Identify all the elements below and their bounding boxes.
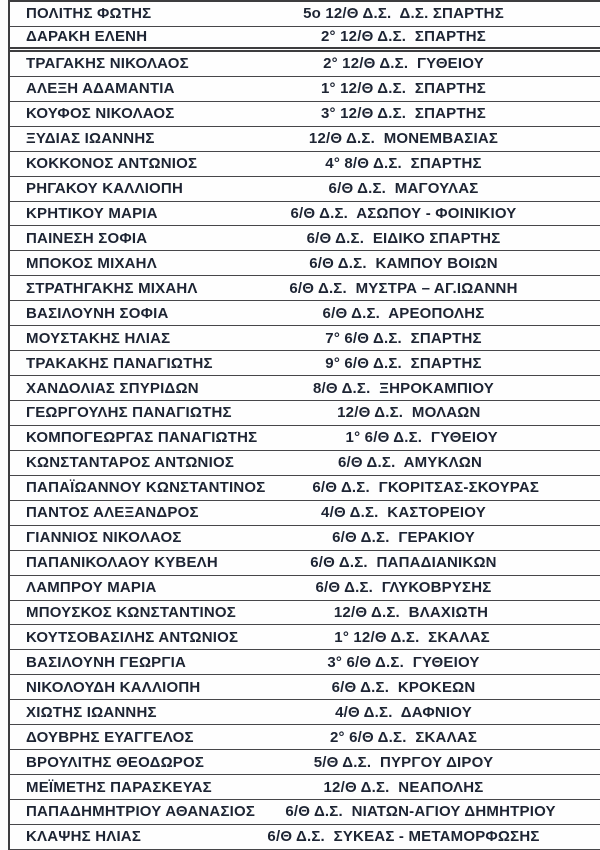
- school-assignment: 6/Θ Δ.Σ. ΠΑΠΑΔΙΑΝΙΚΩΝ: [310, 554, 497, 572]
- teacher-name: ΒΡΟΥΛΙΤΗΣ ΘΕΟΔΩΡΟΣ: [26, 753, 205, 771]
- table-row: [10, 526, 600, 551]
- table-row: [10, 401, 600, 426]
- school-assignment: 5/Θ Δ.Σ. ΠΥΡΓΟΥ ΔΙΡΟΥ: [313, 753, 494, 771]
- assignments-table: [8, 0, 600, 850]
- school-assignment: 4/Θ Δ.Σ. ΚΑΣΤΟΡΕΙΟΥ: [321, 504, 486, 522]
- teacher-name: ΣΤΡΑΤΗΓΑΚΗΣ ΜΙΧΑΗΛ: [26, 279, 198, 297]
- teacher-name: ΠΑΙΝΕΣΗ ΣΟΦΙΑ: [26, 229, 148, 247]
- school-assignment: 12/Θ Δ.Σ. ΝΕΑΠΟΛΗΣ: [323, 778, 484, 796]
- table-row: [10, 27, 600, 52]
- table-row: [10, 301, 600, 326]
- teacher-name: ΜΟΥΣΤΑΚΗΣ ΗΛΙΑΣ: [26, 329, 171, 347]
- teacher-name: ΓΕΩΡΓΟΥΛΗΣ ΠΑΝΑΓΙΩΤΗΣ: [26, 404, 232, 422]
- school-assignment: 6/Θ Δ.Σ. ΑΡΕΟΠΟΛΗΣ: [322, 304, 485, 322]
- school-assignment: 6/Θ Δ.Σ. ΚΡΟΚΕΩΝ: [331, 678, 476, 696]
- teacher-name: ΔΑΡΑΚΗ ΕΛΕΝΗ: [26, 28, 148, 46]
- school-assignment: 6/Θ Δ.Σ. ΓΕΡΑΚΙΟΥ: [332, 529, 475, 547]
- school-assignment: 2° 6/Θ Δ.Σ. ΣΚΑΛΑΣ: [329, 728, 478, 746]
- table-row: [10, 700, 600, 725]
- teacher-name: ΧΑΝΔΟΛΙΑΣ ΣΠΥΡΙΔΩΝ: [26, 379, 199, 397]
- teacher-name: ΒΑΣΙΛΟΥΝΗ ΣΟΦΙΑ: [26, 304, 169, 322]
- school-assignment: 6/Θ Δ.Σ. ΝΙΑΤΩΝ-ΑΓΙΟΥ ΔΗΜΗΤΡΙΟΥ: [285, 803, 556, 821]
- teacher-name: ΓΙΑΝΝΙΟΣ ΝΙΚΟΛΑΟΣ: [26, 529, 182, 547]
- table-row: [10, 152, 600, 177]
- school-assignment: 3° 12/Θ Δ.Σ. ΣΠΑΡΤΗΣ: [321, 105, 486, 123]
- table-row: [10, 650, 600, 675]
- school-assignment: 2° 12/Θ Δ.Σ. ΓΥΘΕΙΟΥ: [323, 55, 484, 73]
- school-assignment: 5ο 12/Θ Δ.Σ. Δ.Σ. ΣΠΑΡΤΗΣ: [303, 5, 504, 23]
- table-row: [10, 675, 600, 700]
- teacher-name: ΞΥΔΙΑΣ ΙΩΑΝΝΗΣ: [26, 130, 155, 148]
- school-assignment: 6/Θ Δ.Σ. ΜΥΣΤΡΑ – ΑΓ.ΙΩΑΝΝΗ: [289, 279, 518, 297]
- teacher-name: ΚΟΚΚΟΝΟΣ ΑΝΤΩΝΙΟΣ: [26, 155, 198, 173]
- teacher-name: ΚΩΝΣΤΑΝΤΑΡΟΣ ΑΝΤΩΝΙΟΣ: [26, 454, 235, 472]
- table-row: [10, 2, 600, 27]
- school-assignment: 6/Θ Δ.Σ. ΓΚΟΡΙΤΣΑΣ-ΣΚΟΥΡΑΣ: [312, 479, 540, 497]
- table-row: [10, 775, 600, 800]
- teacher-name: ΒΑΣΙΛΟΥΝΗ ΓΕΩΡΓΙΑ: [26, 653, 186, 671]
- teacher-name: ΚΟΜΠΟΓΕΩΡΓΑΣ ΠΑΝΑΓΙΩΤΗΣ: [26, 429, 258, 447]
- school-assignment: 12/Θ Δ.Σ. ΒΛΑΧΙΩΤΗ: [333, 603, 489, 621]
- table-row: [10, 226, 600, 251]
- school-assignment: 3° 6/Θ Δ.Σ. ΓΥΘΕΙΟΥ: [327, 653, 480, 671]
- teacher-name: ΑΛΕΞΗ ΑΔΑΜΑΝΤΙΑ: [26, 80, 175, 98]
- table-row: [10, 202, 600, 227]
- table-row: [10, 376, 600, 401]
- school-assignment: 1° 12/Θ Δ.Σ. ΣΚΑΛΑΣ: [334, 628, 490, 646]
- teacher-name: ΤΡΑΚΑΚΗΣ ΠΑΝΑΓΙΩΤΗΣ: [26, 354, 213, 372]
- school-assignment: 7° 6/Θ Δ.Σ. ΣΠΑΡΤΗΣ: [325, 329, 482, 347]
- school-assignment: 6/Θ Δ.Σ. ΕΙΔΙΚΟ ΣΠΑΡΤΗΣ: [306, 229, 501, 247]
- school-assignment: 8/Θ Δ.Σ. ΞΗΡΟΚΑΜΠΙΟΥ: [312, 379, 494, 397]
- table-row: [10, 77, 600, 102]
- table-row: [10, 800, 600, 825]
- teacher-name: ΔΟΥΒΡΗΣ ΕΥΑΓΓΕΛΟΣ: [26, 728, 194, 746]
- table-row: [10, 476, 600, 501]
- table-row: [10, 725, 600, 750]
- teacher-name: ΝΙΚΟΛΟΥΔΗ ΚΑΛΛΙΟΠΗ: [26, 678, 201, 696]
- table-row: [10, 551, 600, 576]
- teacher-name: ΛΑΜΠΡΟΥ ΜΑΡΙΑ: [26, 579, 157, 597]
- teacher-name: ΚΛΑΨΗΣ ΗΛΙΑΣ: [26, 828, 142, 846]
- table-row: [10, 750, 600, 775]
- school-assignment: 12/Θ Δ.Σ. ΜΟΛΑΩΝ: [337, 404, 481, 422]
- school-assignment: 1° 12/Θ Δ.Σ. ΣΠΑΡΤΗΣ: [321, 80, 486, 98]
- school-assignment: 1° 6/Θ Δ.Σ. ΓΥΘΕΙΟΥ: [345, 429, 498, 447]
- table-row: [10, 451, 600, 476]
- teacher-name: ΜΠΟΚΟΣ ΜΙΧΑΗΛ: [26, 254, 157, 272]
- school-assignment: 2° 12/Θ Δ.Σ. ΣΠΑΡΤΗΣ: [321, 28, 486, 46]
- table-row: [10, 501, 600, 526]
- school-assignment: 6/Θ Δ.Σ. ΜΑΓΟΥΛΑΣ: [328, 180, 479, 198]
- teacher-name: ΤΡΑΓΑΚΗΣ ΝΙΚΟΛΑΟΣ: [26, 55, 189, 73]
- school-assignment: 6/Θ Δ.Σ. ΣΥΚΕΑΣ - ΜΕΤΑΜΟΡΦΩΣΗΣ: [267, 828, 540, 846]
- teacher-name: ΧΙΩΤΗΣ ΙΩΑΝΝΗΣ: [26, 703, 157, 721]
- table-row: [10, 127, 600, 152]
- teacher-name: ΠΑΠΑΪΩΑΝΝΟΥ ΚΩΝΣΤΑΝΤΙΝΟΣ: [26, 479, 266, 497]
- teacher-name: ΡΗΓΑΚΟΥ ΚΑΛΛΙΟΠΗ: [26, 180, 183, 198]
- table-row: [10, 426, 600, 451]
- school-assignment: 12/Θ Δ.Σ. ΜΟΝΕΜΒΑΣΙΑΣ: [308, 130, 499, 148]
- teacher-name: ΚΡΗΤΙΚΟΥ ΜΑΡΙΑ: [26, 204, 158, 222]
- school-assignment: 6/Θ Δ.Σ. ΓΛΥΚΟΒΡΥΣΗΣ: [315, 579, 492, 597]
- teacher-name: ΚΟΥΦΟΣ ΝΙΚΟΛΑΟΣ: [26, 105, 175, 123]
- table-row: [10, 825, 600, 850]
- table-row: [10, 177, 600, 202]
- teacher-name: ΠΑΠΑΝΙΚΟΛΑΟΥ ΚΥΒΕΛΗ: [26, 554, 218, 572]
- school-assignment: 4/Θ Δ.Σ. ΔΑΦΝΙΟΥ: [335, 703, 472, 721]
- table-row: [10, 52, 600, 77]
- teacher-name: ΜΠΟΥΣΚΟΣ ΚΩΝΣΤΑΝΤΙΝΟΣ: [26, 603, 237, 621]
- table-row: [10, 251, 600, 276]
- teacher-name: ΠΟΛΙΤΗΣ ΦΩΤΗΣ: [26, 5, 152, 23]
- school-assignment: 9° 6/Θ Δ.Σ. ΣΠΑΡΤΗΣ: [325, 354, 482, 372]
- teacher-name: ΚΟΥΤΣΟΒΑΣΙΛΗΣ ΑΝΤΩΝΙΟΣ: [26, 628, 239, 646]
- school-assignment: 6/Θ Δ.Σ. ΑΣΩΠΟΥ - ΦΟΙΝΙΚΙΟΥ: [290, 204, 517, 222]
- school-assignment: 6/Θ Δ.Σ. ΑΜΥΚΛΩΝ: [337, 454, 483, 472]
- table-row: [10, 102, 600, 127]
- teacher-name: ΠΑΝΤΟΣ ΑΛΕΞΑΝΔΡΟΣ: [26, 504, 199, 522]
- table-row: [10, 351, 600, 376]
- teacher-name: ΜΕΪΜΕΤΗΣ ΠΑΡΑΣΚΕΥΑΣ: [26, 778, 212, 796]
- table-row: [10, 326, 600, 351]
- table-row: [10, 276, 600, 301]
- table-row: [10, 625, 600, 650]
- school-assignment: 6/Θ Δ.Σ. ΚΑΜΠΟΥ ΒΟΙΩΝ: [309, 254, 498, 272]
- table-row: [10, 601, 600, 626]
- teacher-name: ΠΑΠΑΔΗΜΗΤΡΙΟΥ ΑΘΑΝΑΣΙΟΣ: [26, 803, 256, 821]
- school-assignment: 4° 8/Θ Δ.Σ. ΣΠΑΡΤΗΣ: [325, 155, 482, 173]
- table-row: [10, 576, 600, 601]
